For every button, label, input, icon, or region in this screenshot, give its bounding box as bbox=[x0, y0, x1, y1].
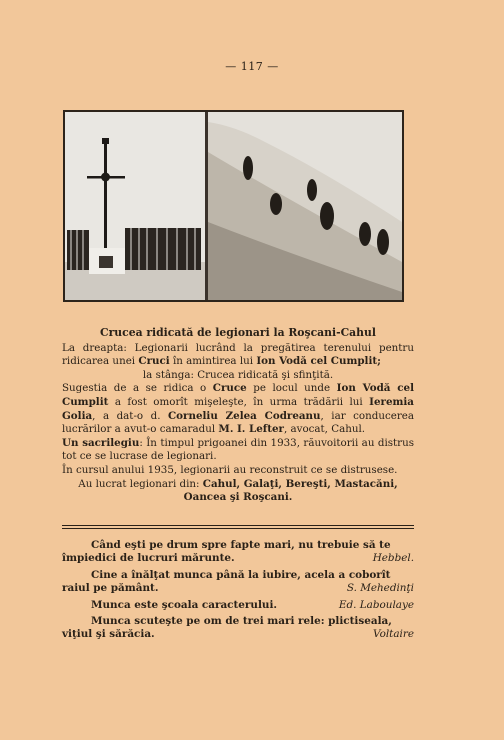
quote-author: Voltaire bbox=[373, 628, 414, 641]
photo-caption bbox=[62, 326, 414, 505]
caption-left-description: la stânga: Crucea ridicată şi sfinţită. bbox=[142, 368, 334, 381]
quote-mehedinti: Cine a înălţat munca până la iubire, acela a coborît raiul pe pământ. S. Mehedinţi bbox=[62, 568, 414, 595]
page-number: — 117 — bbox=[225, 60, 279, 73]
quote-laboulaye: Munca este şcoala caracterului. Ed. Laboulaye bbox=[91, 598, 414, 611]
quote-author: S. Mehedinţi bbox=[346, 582, 414, 595]
quotes-section bbox=[62, 539, 414, 645]
divider-top bbox=[62, 525, 414, 526]
paragraph-reconstruction: În cursul anului 1935, legionarii au reconstruit ce se distrusese. bbox=[62, 463, 398, 476]
quote-voltaire: Munca scuteşte pe om de trei mari rele: plictiseala, viţiul şi sărăcia. Voltaire bbox=[62, 615, 414, 641]
quote-hebbel: Când eşti pe drum spre fapte mari, nu trebuie să te împiedici de lucruri mărunte. Hebbel. bbox=[62, 539, 414, 565]
divider-bottom bbox=[62, 528, 414, 529]
quote-author: Ed. Laboulaye bbox=[338, 598, 414, 611]
photograph bbox=[63, 110, 404, 302]
quote-author: Hebbel. bbox=[372, 552, 414, 565]
caption-right-description: La dreapta: Legionarii lucrând la pregătirea terenului pentru ridicarea unei Cruci în amintirea lui Ion Vodă cel Cumplit; bbox=[62, 341, 414, 368]
photo-image bbox=[65, 112, 402, 300]
paragraph-sacrilege: Un sacrilegiu: În timpul prigoanei din 1933, răuvoitorii au distrus tot ce se lucrase de legionari. bbox=[62, 436, 415, 463]
paragraph-suggestion: Sugestia de a se ridica o Cruce pe locul unde Ion Vodă cel Cumplit a fost omorît mişeleşte, în urma trădării lui Ieremia Golia, a dat-o d. Corneliu Zelea Codreanu, iar conducerea lucrărilor a avut-o camaradul M. I. Lefter, avocat, Cahul. bbox=[62, 382, 415, 436]
paragraph-participants: Au lucrat legionari din: Cahul, Galaţi, Bereşti, Mastacăni, Oancea şi Roşcani. bbox=[78, 477, 398, 504]
caption-title: Crucea ridicată de legionari la Roşcani-Cahul bbox=[100, 326, 376, 339]
